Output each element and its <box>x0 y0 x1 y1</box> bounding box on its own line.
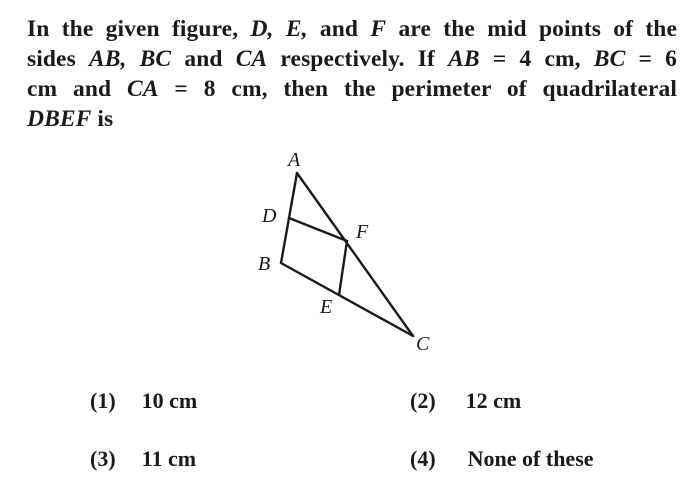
option-1-text: 10 cm <box>141 388 198 413</box>
option-1[interactable] <box>90 388 197 414</box>
label-e: E <box>320 296 333 318</box>
question-line-4: DBEF is <box>27 106 114 132</box>
question-line-1: In the given figure, D, E, and F are the mid points of the <box>27 16 678 42</box>
question-line-2: sides AB, BC and CA respectively. If AB = 4 cm, BC = 6 <box>27 46 677 72</box>
question-text <box>27 14 677 134</box>
side-bc <box>281 263 413 336</box>
label-c: C <box>416 333 430 355</box>
option-2[interactable] <box>410 388 521 414</box>
option-3-text: 11 cm <box>141 446 197 471</box>
question-line-3: cm and CA = 8 cm, then the perimeter of quadrilateral <box>27 76 677 102</box>
segment-fe <box>339 241 347 295</box>
triangle-figure <box>250 148 450 358</box>
option-4[interactable] <box>410 446 594 472</box>
option-4-number: (4) <box>410 446 436 471</box>
side-ca <box>297 173 413 336</box>
option-2-number: (2) <box>410 388 436 413</box>
triangle-diagram <box>250 148 450 358</box>
option-1-number: (1) <box>90 388 116 413</box>
option-3[interactable] <box>90 446 196 472</box>
label-a: A <box>288 149 301 171</box>
option-3-number: (3) <box>90 446 116 471</box>
label-d: D <box>262 205 277 227</box>
label-b: B <box>258 253 271 275</box>
option-2-text: 12 cm <box>465 388 522 413</box>
label-f: F <box>356 221 369 243</box>
option-4-text: None of these <box>467 446 594 471</box>
